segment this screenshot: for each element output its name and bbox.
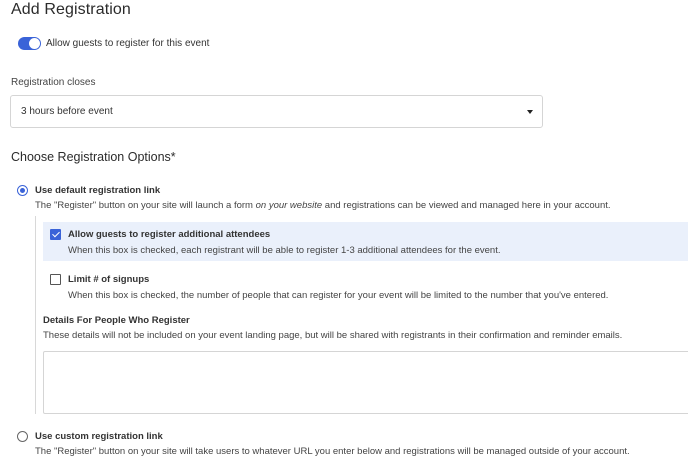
- custom-link-label[interactable]: Use custom registration link: [35, 431, 163, 442]
- page-title: Add Registration: [11, 1, 131, 18]
- default-link-description: [35, 200, 611, 211]
- default-link-label[interactable]: Use default registration link: [35, 185, 161, 196]
- details-description: These details will not be included on your event landing page, but will be shared with registrants in their confirmation and reminder emails.: [43, 330, 623, 341]
- limit-signups-label[interactable]: Limit # of signups: [68, 274, 150, 285]
- registration-options-title: Choose Registration Options*: [11, 150, 176, 164]
- limit-signups-description: When this box is checked, the number of people that can register for your event will be limited to the number that you've entered.: [68, 290, 609, 301]
- allow-guests-row[interactable]: [18, 37, 209, 50]
- default-link-option[interactable]: [17, 185, 160, 196]
- default-link-desc-part2: and registrations can be viewed and managed here in your account.: [322, 200, 611, 211]
- allow-guests-label[interactable]: Allow guests to register for this event: [46, 38, 210, 49]
- limit-signups-checkbox[interactable]: [50, 274, 61, 285]
- custom-link-option[interactable]: [17, 431, 163, 442]
- caret-down-icon: [527, 110, 533, 114]
- registration-closes-label: Registration closes: [11, 77, 96, 88]
- toggle-knob: [29, 38, 40, 49]
- options-panel-border: [35, 216, 36, 414]
- details-textarea[interactable]: [43, 351, 688, 414]
- additional-attendees-label[interactable]: Allow guests to register additional attendees: [68, 229, 271, 240]
- default-link-radio[interactable]: [17, 185, 28, 196]
- custom-link-radio[interactable]: [17, 431, 28, 442]
- additional-attendees-row[interactable]: [50, 229, 270, 240]
- custom-link-description: The "Register" button on your site will take users to whatever URL you enter below and registrations will be managed outside of your account.: [35, 446, 630, 457]
- additional-attendees-checkbox[interactable]: [50, 229, 61, 240]
- registration-closes-value: 3 hours before event: [21, 106, 113, 117]
- allow-guests-toggle[interactable]: [18, 37, 41, 50]
- registration-closes-select[interactable]: [10, 95, 543, 128]
- default-link-desc-italic: on your website: [255, 200, 323, 211]
- additional-attendees-description: When this box is checked, each registrant will be able to register 1-3 additional attendees for the event.: [68, 245, 501, 256]
- details-title: Details For People Who Register: [43, 315, 190, 326]
- default-link-desc-part1: The "Register" button on your site will launch a form: [35, 200, 256, 211]
- limit-signups-row[interactable]: [50, 274, 149, 285]
